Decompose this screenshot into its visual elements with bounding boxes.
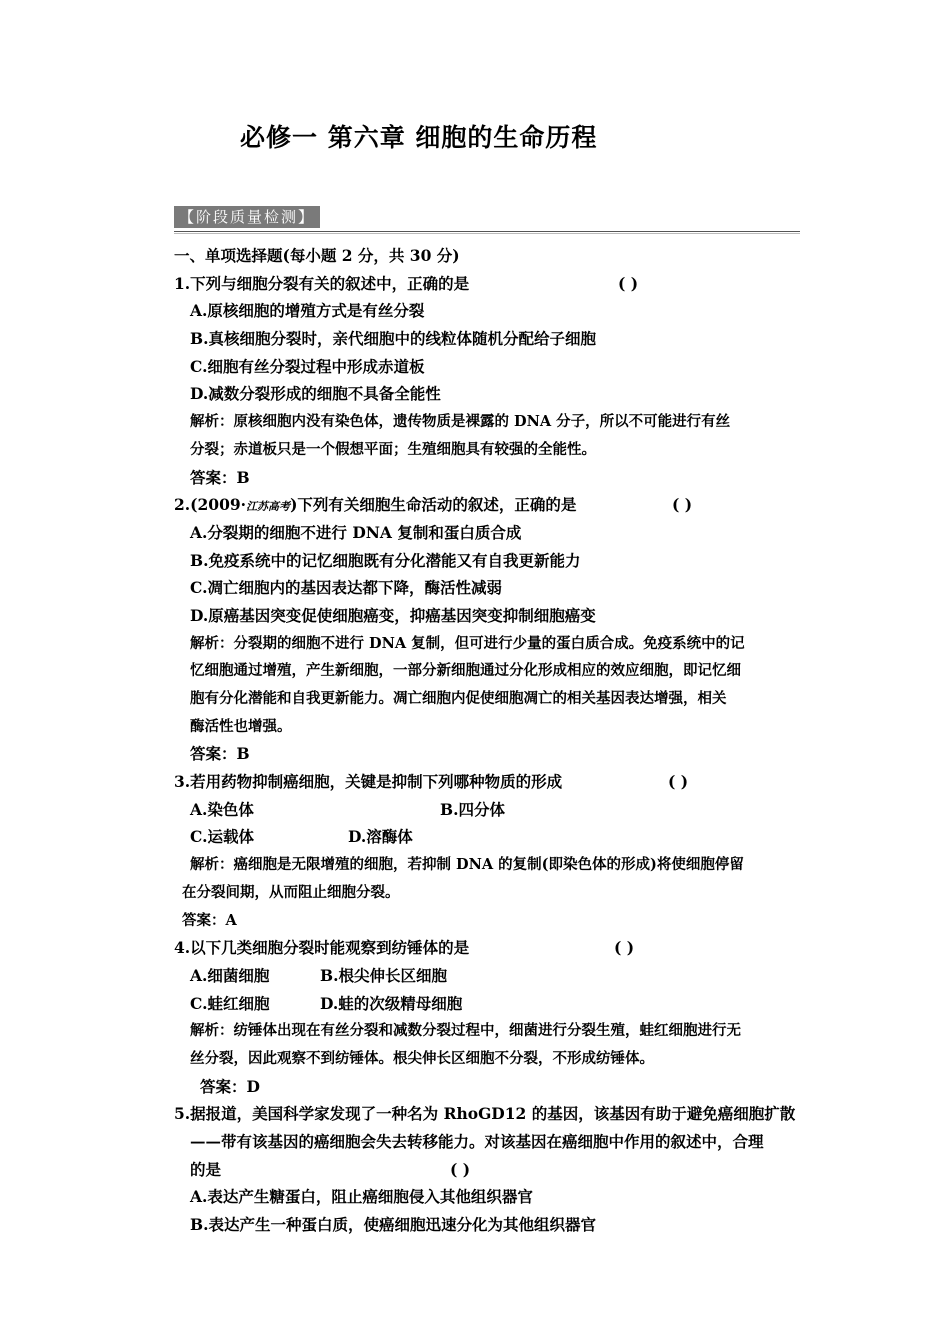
question-list <box>174 242 814 1239</box>
question-stem <box>174 1156 814 1184</box>
answer-paren: ( ) <box>450 1159 471 1179</box>
option: A.细菌细胞 <box>190 965 270 985</box>
question-text: 1.下列与细胞分裂有关的叙述中，正确的是 <box>174 273 470 293</box>
answer-text: 答案：A <box>182 911 237 929</box>
question-stem <box>174 934 814 962</box>
question-stem: ——带有该基因的癌细胞会失去转移能力。对该基因在癌细胞中作用的叙述中，合理 <box>190 1132 764 1151</box>
option: D.原癌基因突变促使细胞癌变，抑癌基因突变抑制细胞癌变 <box>190 605 596 625</box>
option: A.原核细胞的增殖方式是有丝分裂 <box>190 301 425 321</box>
question-source: 江苏高考 <box>246 500 291 514</box>
question-stem <box>174 768 814 796</box>
analysis-text: 分裂；赤道板只是一个假想平面；生殖细胞具有较强的全能性。 <box>190 440 596 458</box>
option-row <box>174 823 814 851</box>
divider-line <box>174 231 800 232</box>
analysis-text: 解析：纺锤体出现在有丝分裂和减数分裂过程中，细菌进行分裂生殖，蛙红细胞进行无 <box>190 1022 741 1040</box>
question-text: 的是 <box>190 1159 222 1179</box>
answer-paren: ( ) <box>614 938 635 958</box>
section-tag: 【阶段质量检测】 <box>174 206 320 228</box>
answer-text: 答案：B <box>190 467 250 487</box>
question-text: 3.若用药物抑制癌细胞，关键是抑制下列哪种物质的形成 <box>174 772 563 792</box>
analysis-text: 酶活性也增强。 <box>190 717 292 735</box>
question-stem <box>174 270 814 298</box>
question-stem: 5.据报道，美国科学家发现了一种名为 RhoGD12 的基因，该基因有助于避免癌细胞扩散 <box>174 1104 796 1124</box>
option: C.细胞有丝分裂过程中形成赤道板 <box>190 356 425 376</box>
divider-line-secondary <box>174 233 800 234</box>
option: C.蛙红细胞 <box>190 993 270 1013</box>
option: B.四分体 <box>440 799 505 819</box>
question-text: )下列有关细胞生命活动的叙述，正确的是 <box>290 495 577 515</box>
analysis-text: 解析：原核细胞内没有染色体，遗传物质是裸露的 DNA 分子，所以不可能进行有丝 <box>190 413 731 431</box>
option-row <box>174 796 814 824</box>
option-row <box>174 990 814 1018</box>
option: D.减数分裂形成的细胞不具备全能性 <box>190 384 441 404</box>
option: B.真核细胞分裂时，亲代细胞中的线粒体随机分配给子细胞 <box>190 329 596 349</box>
question-text: 4.以下几类细胞分裂时能观察到纺锤体的是 <box>174 938 470 958</box>
option-row <box>174 962 814 990</box>
option: A.染色体 <box>190 799 254 819</box>
analysis-text: 丝分裂，因此观察不到纺锤体。根尖伸长区细胞不分裂，不形成纺锤体。 <box>190 1049 654 1067</box>
part-heading: 一、单项选择题(每小题 2 分，共 30 分) <box>174 246 460 265</box>
answer-paren: ( ) <box>618 273 639 293</box>
option: B.根尖伸长区细胞 <box>320 965 447 985</box>
option: B.表达产生一种蛋白质，使癌细胞迅速分化为其他组织器官 <box>190 1215 596 1235</box>
option: A.表达产生糖蛋白，阻止癌细胞侵入其他组织器官 <box>190 1187 533 1207</box>
option: D.蛙的次级精母细胞 <box>320 993 463 1013</box>
answer-text: 答案：B <box>190 744 250 764</box>
analysis-text: 在分裂间期，从而阻止细胞分裂。 <box>182 883 400 901</box>
answer-paren: ( ) <box>668 772 689 792</box>
analysis-text: 解析：分裂期的细胞不进行 DNA 复制，但可进行少量的蛋白质合成。免疫系统中的记 <box>190 634 745 652</box>
analysis-text: 解析：癌细胞是无限增殖的细胞，若抑制 DNA 的复制(即染色体的形成)将使细胞停留 <box>190 856 744 874</box>
question-text: 2.(2009· <box>174 495 247 515</box>
page-title: 必修一 第六章 细胞的生命历程 <box>240 123 598 152</box>
answer-text: 答案：D <box>200 1076 260 1096</box>
analysis-text: 忆细胞通过增殖，产生新细胞，一部分新细胞通过分化形成相应的效应细胞，即记忆细 <box>190 662 741 680</box>
answer-paren: ( ) <box>672 495 693 515</box>
option: A.分裂期的细胞不进行 DNA 复制和蛋白质合成 <box>190 522 522 542</box>
option: C.凋亡细胞内的基因表达都下降，酶活性减弱 <box>190 578 502 598</box>
option: B.免疫系统中的记忆细胞既有分化潜能又有自我更新能力 <box>190 550 581 570</box>
option: D.溶酶体 <box>348 827 413 847</box>
question-stem <box>174 491 814 519</box>
analysis-text: 胞有分化潜能和自我更新能力。凋亡细胞内促使细胞凋亡的相关基因表达增强，相关 <box>190 690 727 707</box>
option: C.运载体 <box>190 827 254 847</box>
